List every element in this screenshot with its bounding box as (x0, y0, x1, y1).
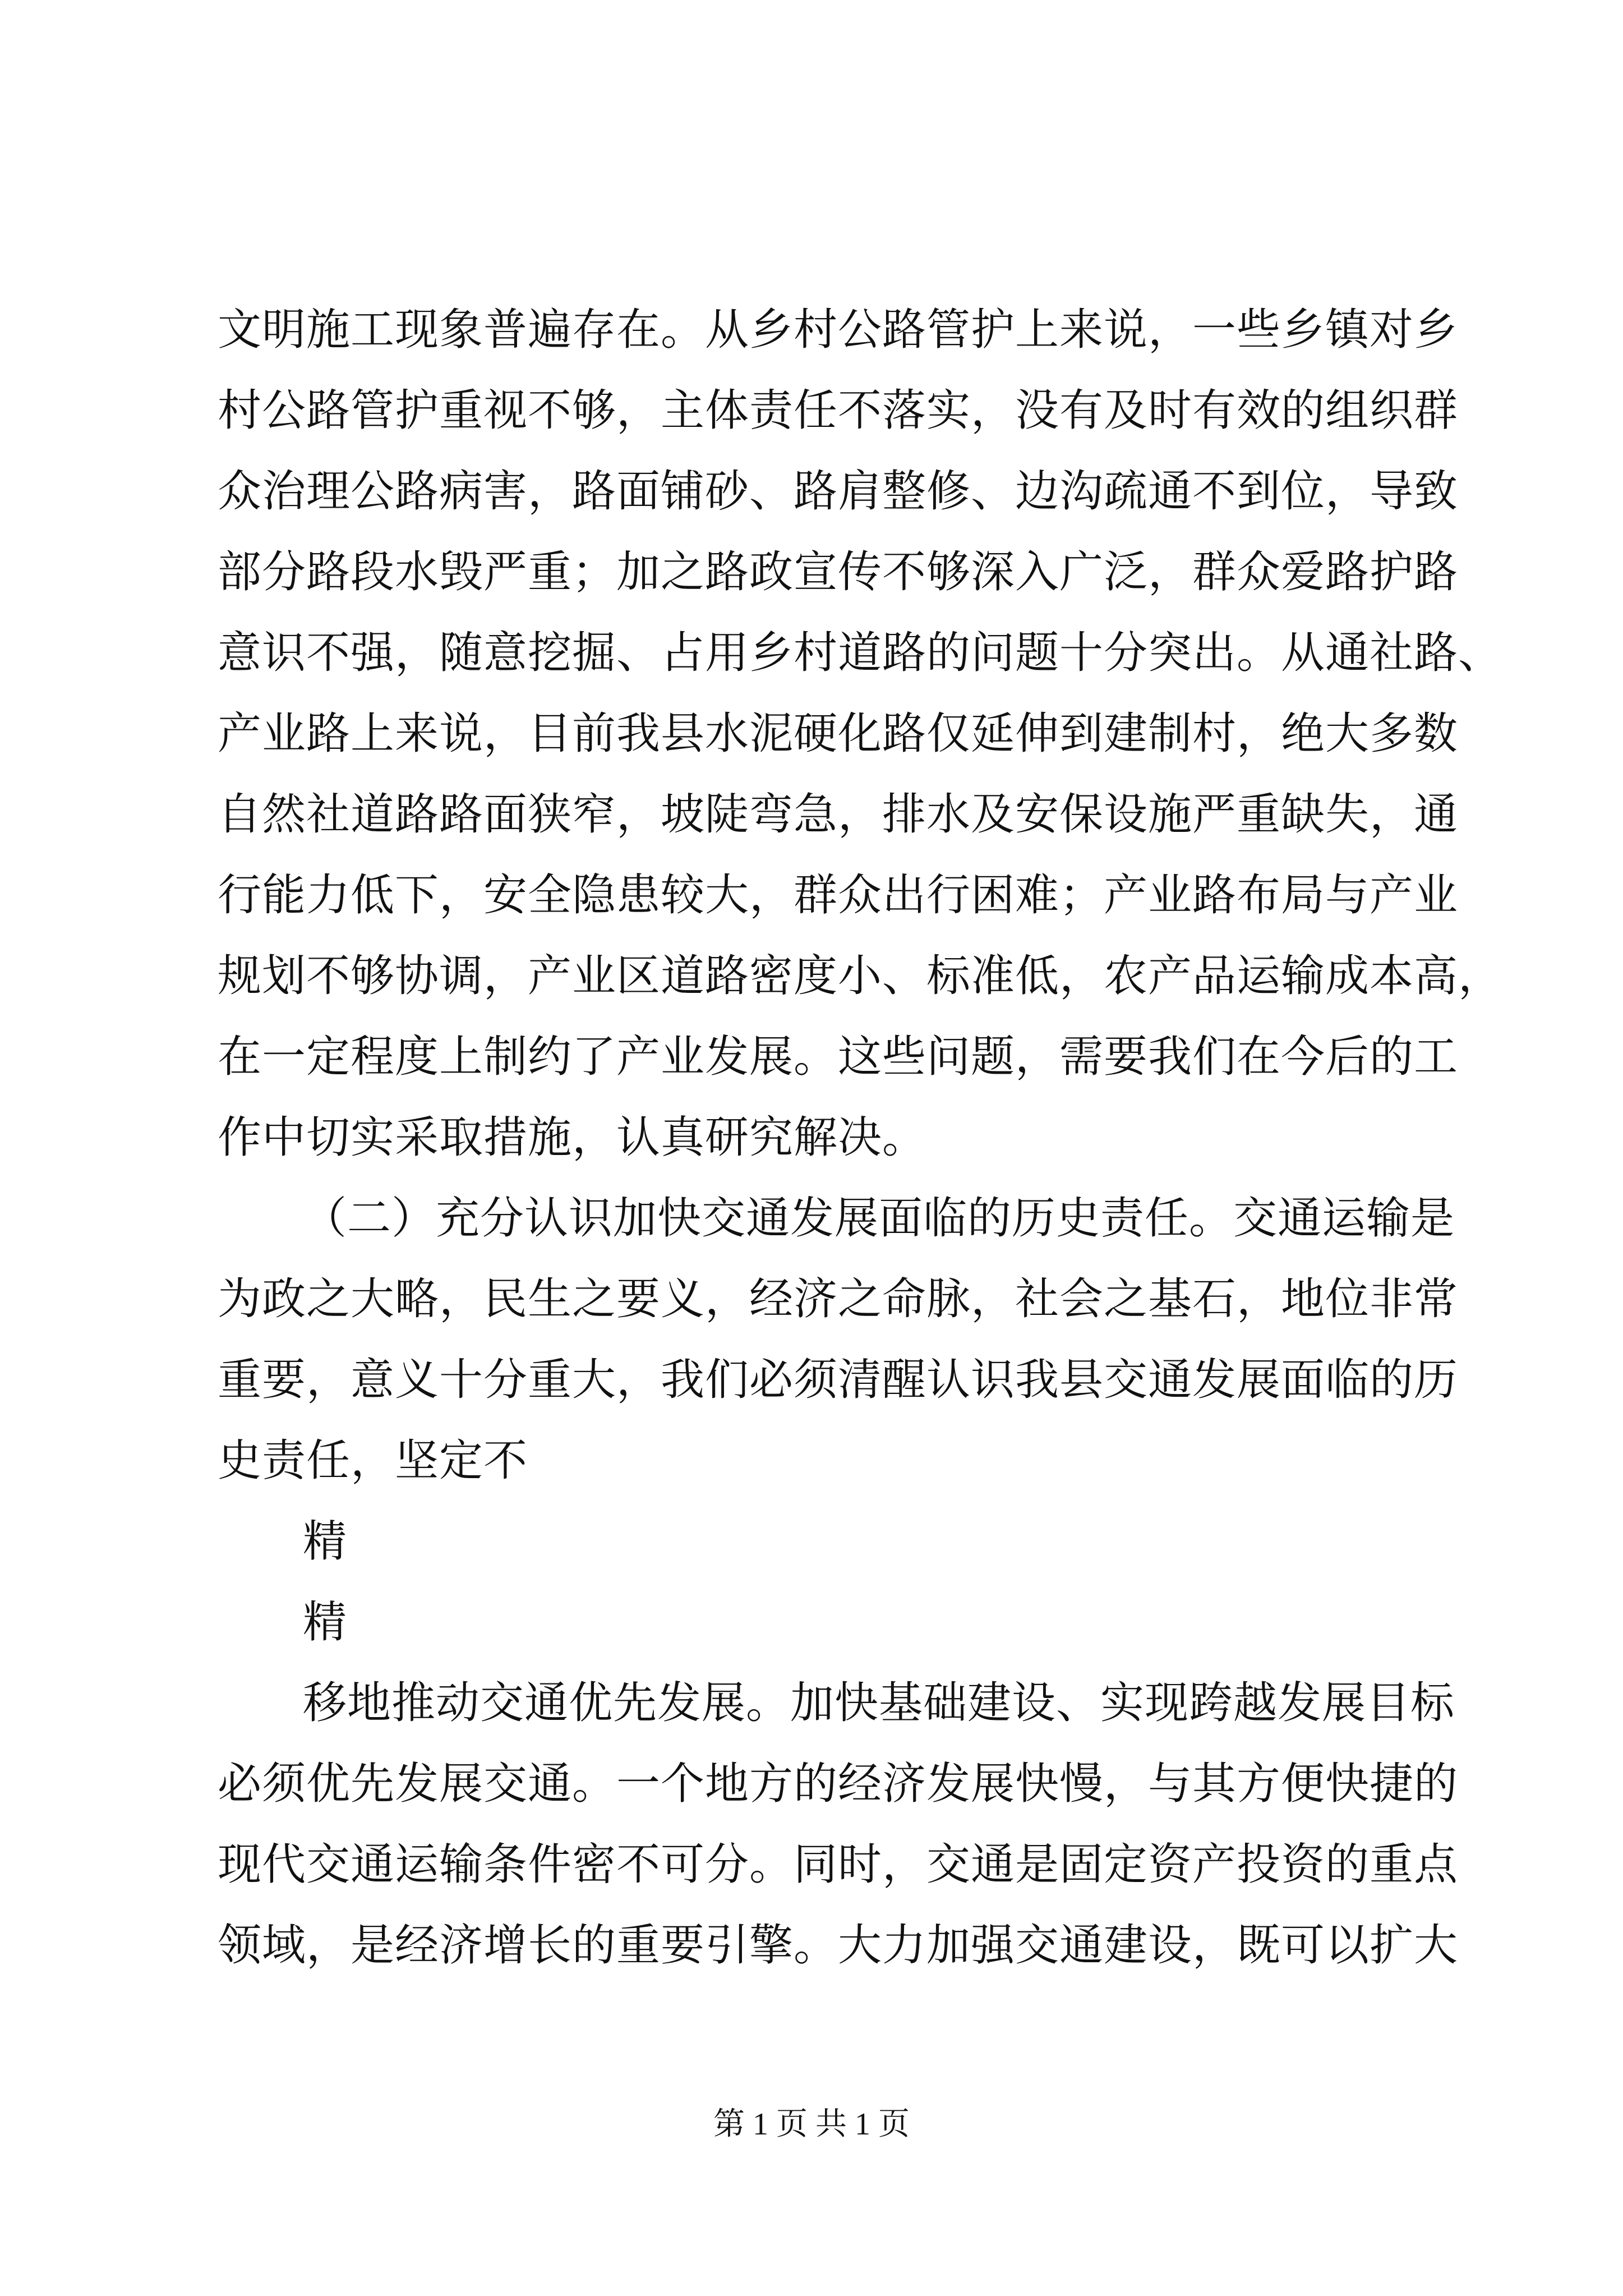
body-text-line: 众治理公路病害，路面铺砂、路肩整修、边沟疏通不到位，导致 (218, 466, 1459, 517)
body-text-line: 领域，是经济增长的重要引擎。大力加强交通建设，既可以扩大 (218, 1920, 1459, 1971)
body-text-line: 史责任，坚定不 (218, 1435, 528, 1486)
body-text-line: 现代交通运输条件密不可分。同时，交通是固定资产投资的重点 (218, 1839, 1459, 1890)
body-text-line: 文明施工现象普遍存在。从乡村公路管护上来说，一些乡镇对乡 (218, 305, 1459, 355)
body-text-line: 作中切实采取措施，认真研究解决。 (218, 1112, 927, 1163)
body-text-line: 移地推动交通优先发展。加快基础建设、实现跨越发展目标 (303, 1678, 1455, 1728)
body-text-line: 行能力低下，安全隐患较大，群众出行困难；产业路布局与产业 (218, 870, 1459, 921)
body-text-line: 意识不强，随意挖掘、占用乡村道路的问题十分突出。从通社路、 (218, 628, 1503, 678)
body-text-line: 村公路管护重视不够，主体责任不落实，没有及时有效的组织群 (218, 385, 1459, 436)
body-text-line: 在一定程度上制约了产业发展。这些问题，需要我们在今后的工 (218, 1032, 1459, 1082)
stray-character-line: 精 (303, 1597, 348, 1648)
stray-character-line: 精 (303, 1516, 348, 1567)
page-footer: 第 1 页 共 1 页 (713, 2107, 910, 2142)
body-text-line: 规划不够协调，产业区道路密度小、标准低，农产品运输成本高， (218, 951, 1503, 1001)
body-text-line: 重要，意义十分重大，我们必须清醒认识我县交通发展面临的历 (218, 1355, 1459, 1405)
body-text-line: 部分路段水毁严重；加之路政宣传不够深入广泛，群众爱路护路 (218, 547, 1459, 597)
body-text-line: 为政之大略，民生之要义，经济之命脉，社会之基石，地位非常 (218, 1274, 1459, 1324)
body-text-line: 产业路上来说，目前我县水泥硬化路仅延伸到建制村，绝大多数 (218, 708, 1459, 759)
body-text-line: 必须优先发展交通。一个地方的经济发展快慢，与其方便快捷的 (218, 1759, 1459, 1809)
body-text-line: 自然社道路路面狭窄，坡陡弯急，排水及安保设施严重缺失，通 (218, 789, 1459, 840)
paragraph-heading-line: （二）充分认识加快交通发展面临的历史责任。交通运输是 (303, 1193, 1455, 1244)
